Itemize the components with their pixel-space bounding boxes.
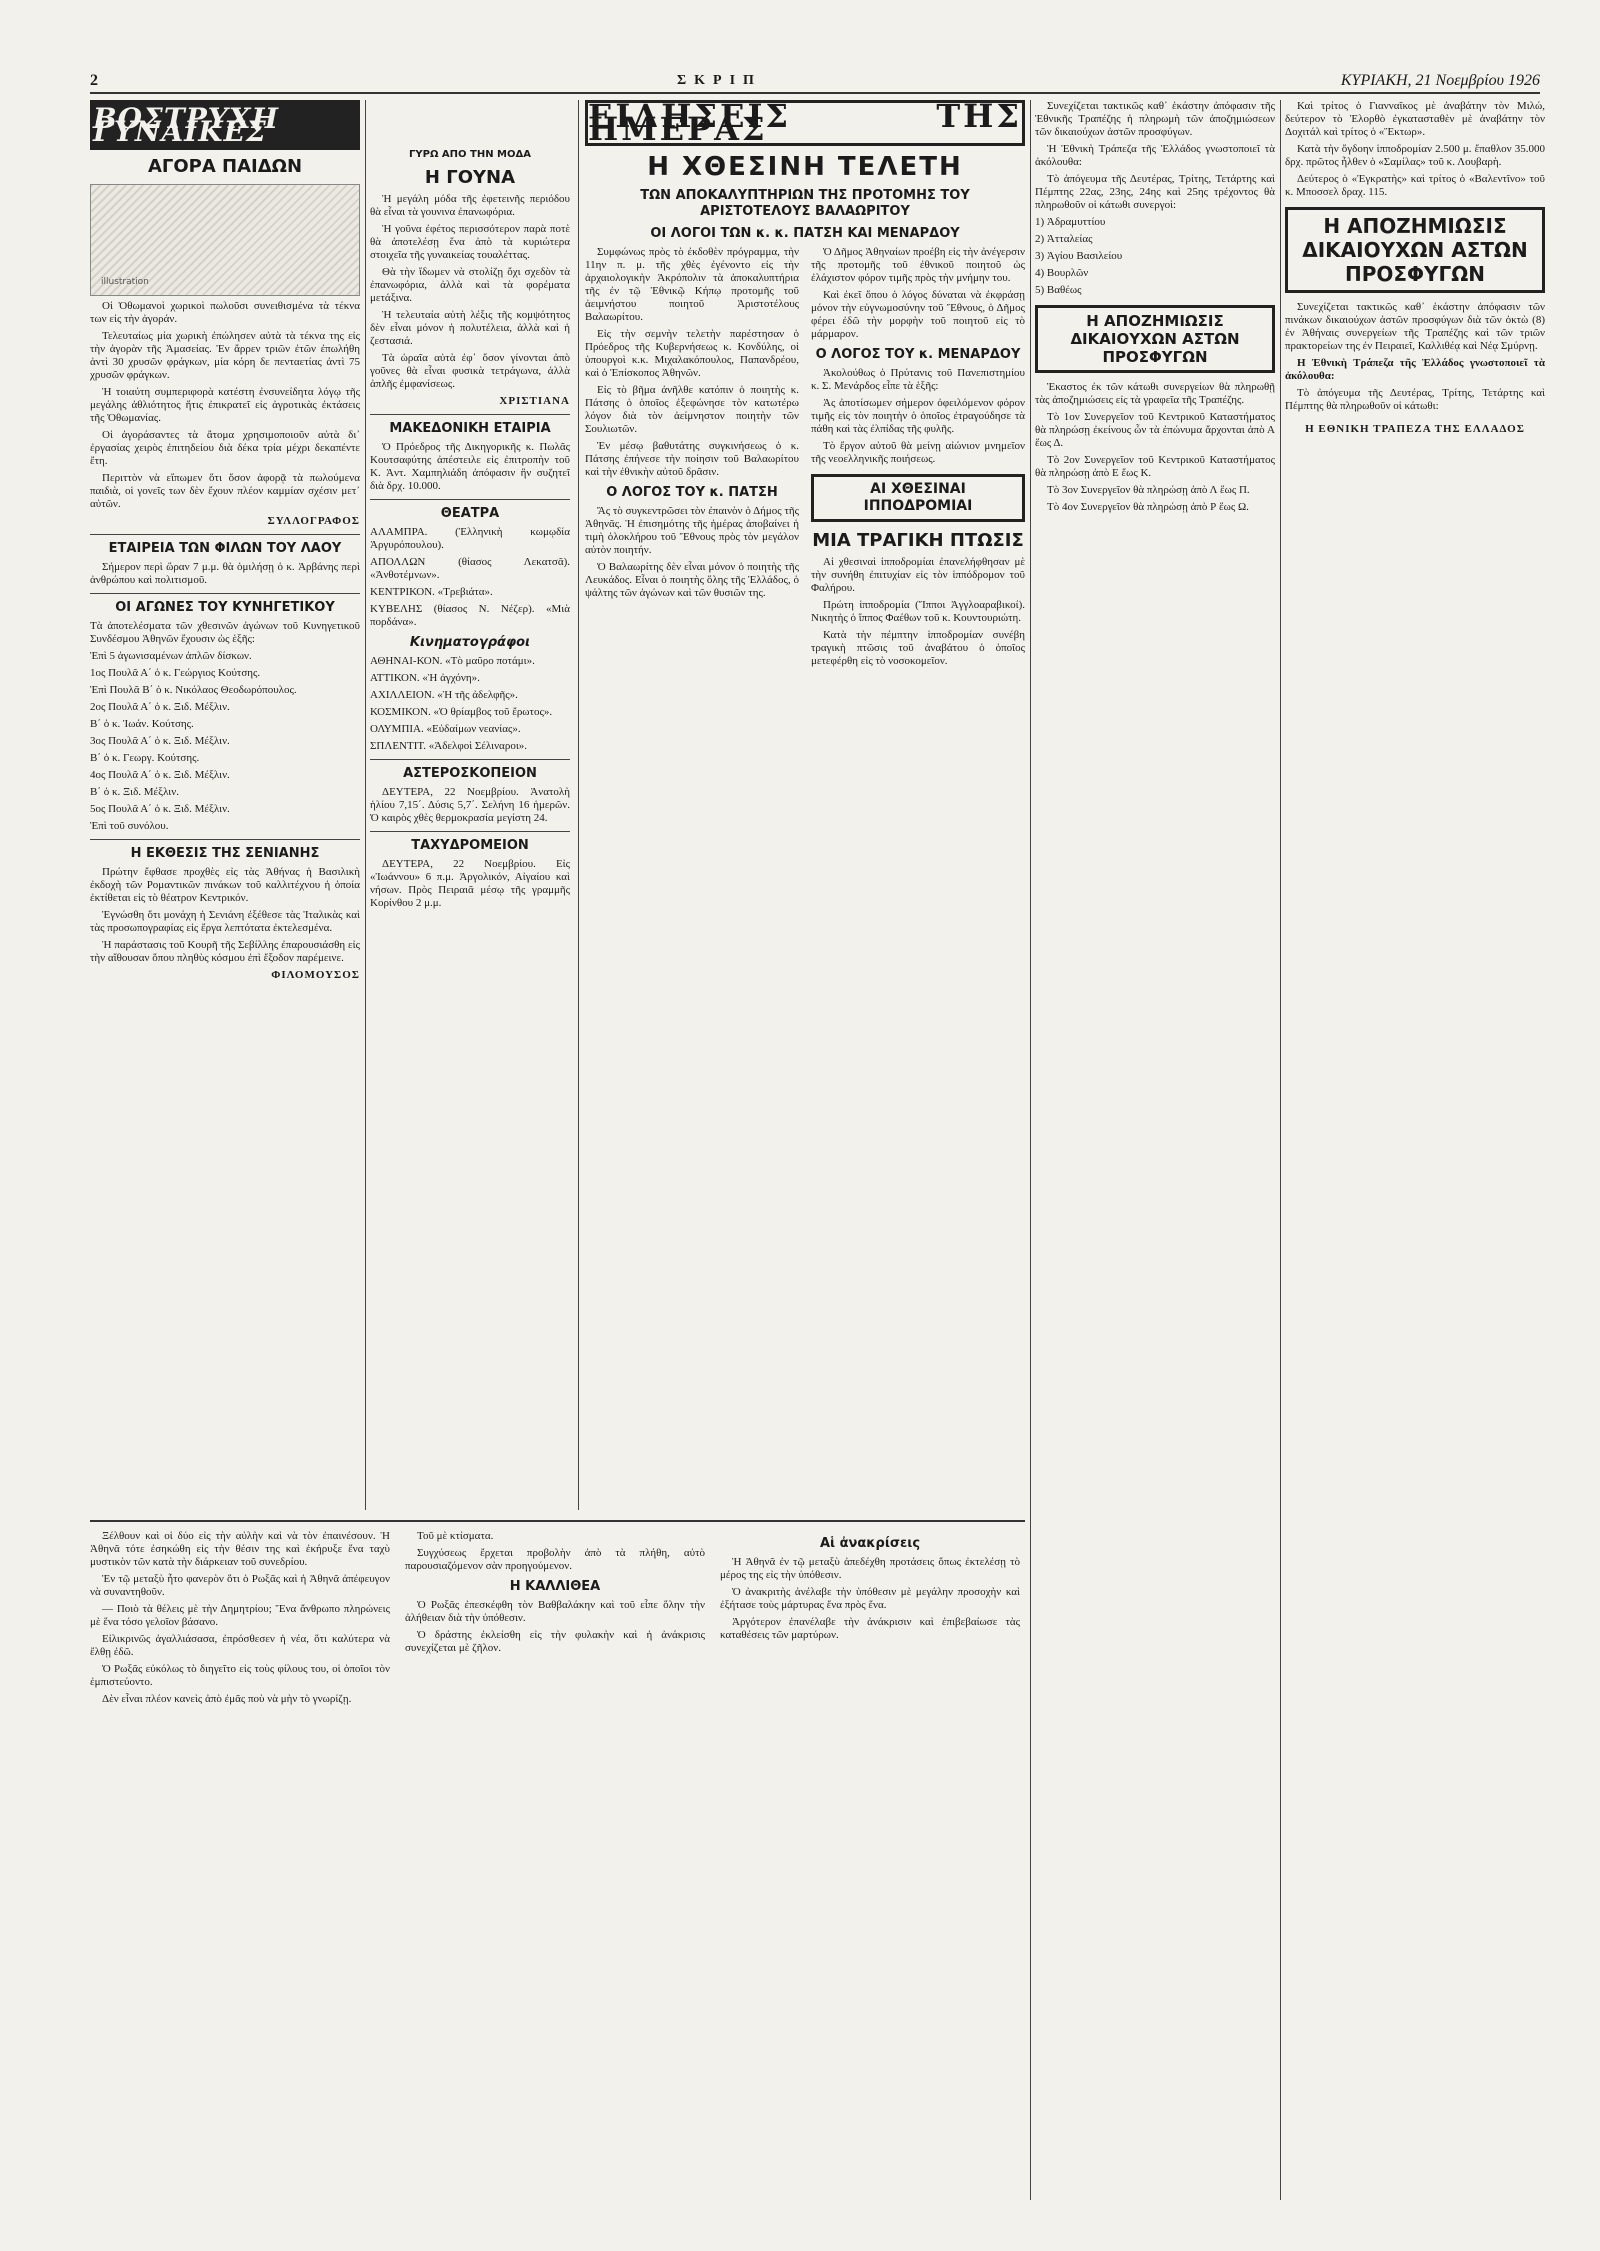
article-subtitle: ΤΩΝ ΑΠΟΚΑΛΥΠΤΗΡΙΩΝ ΤΗΣ ΠΡΟΤΟΜΗΣ ΤΟΥ ΑΡΙΣΤΟΤΕΛΟΥΣ ΒΑΛΑΩΡΙΤΟΥ <box>640 188 970 219</box>
paragraph: Ὁ Ρωξᾶς εὐκόλως τὸ διηγεῖτο εἰς τοὺς φίλους του, οἱ ὁποῖοι τὸν ἐμπιστεύοντο. <box>90 1663 390 1688</box>
list-item: Ἐπὶ τοῦ συνόλου. <box>90 820 169 832</box>
paragraph: Συμφώνως πρὸς τὸ ἐκδοθὲν πρόγραμμα, τὴν 11ην π. μ. τῆς χθὲς ἐγένοντο εἰς τὴν ἀρχαιολογικὴν Ἀκρόπολιν τὰ ἀποκαλυπτήρια τῆς ἐν τῷ Ἐθνικῷ Κήπῳ προτομῆς τοῦ ἀειμνήστου ποιητοῦ Ἀριστοτέλους Βαλαωρίτου. <box>585 246 799 323</box>
paragraph: Πρώτην ἔφθασε προχθὲς εἰς τὰς Ἀθήνας ἡ Βασιλικὴ ἐκδοχὴ τῶν Ρομαντικῶν πινάκων τοῦ καλλιτέχνου ἡ ὁποία ἐκτίθεται εἰς τὸ θέατρον Κεντρικόν. <box>90 866 360 904</box>
subheading: ΕΤΑΙΡΕΙΑ ΤΩΝ ΦΙΛΩΝ ΤΟΥ ΛΑΟΥ <box>108 541 342 556</box>
subheading: Η ΚΑΛΛΙΘΕΑ <box>509 1579 601 1594</box>
column-rule <box>365 100 366 1510</box>
paragraph: Τὸ ἀπόγευμα τῆς Δευτέρας, Τρίτης, Τετάρτης καὶ Πέμπτης θὰ πληρωθοῦν οἱ κάτωθι: <box>1285 387 1545 412</box>
paragraph: Ἡ τελευταία αὐτὴ λέξις τῆς κομψότητος δὲν εἶναι μόνον ἡ πολυτέλεια, ἀλλὰ καὶ ἡ ζεστασιά. <box>370 309 570 347</box>
bottom-column-a <box>90 1530 390 2220</box>
list-item: Ἐπὶ 5 ἀγωνισαμένων ἀπλῶν δίσκων. <box>90 650 252 662</box>
list-item: 5) Βαθέως <box>1035 284 1082 296</box>
kicker: ΓΥΡΩ ΑΠΟ ΤΗΝ ΜΟΔΑ <box>409 149 531 160</box>
divider <box>370 414 570 415</box>
paragraph: Ἡ Ἐθνικὴ Τράπεζα τῆς Ἑλλάδος γνωστοποιεῖ τὰ ἀκόλουθα: <box>1035 143 1275 168</box>
divider <box>90 593 360 594</box>
issue-date: ΚΥΡΙΑΚΗ, 21 Νοεμβρίου 1926 <box>1340 72 1540 89</box>
article-title: Η ΧΘΕΣΙΝΗ ΤΕΛΕΤΗ <box>647 152 963 182</box>
serial-story <box>90 1520 1025 2222</box>
column-rule <box>1280 100 1281 2200</box>
paragraph: Ὁ Πρόεδρος τῆς Δικηγορικῆς κ. Πωλᾶς Κουτσαφύτης ἀπέστειλε εἰς ἐπιτροπὴν τοῦ Κ. Ἀντ. Χαμπηλιάδη ἀπόφασιν ἣν συζητεῖ διὰ δρχ. 10.000. <box>370 441 570 492</box>
list-item: Β΄ ὁ κ. Γεωργ. Κούτσης. <box>90 752 200 764</box>
list-item: 2) Ἀτταλείας <box>1035 233 1093 245</box>
paragraph: Τὸ 2ον Συνεργεῖον τοῦ Κεντρικοῦ Καταστήματος θὰ πληρώσῃ ἀπὸ Ε ἕως Κ. <box>1035 454 1275 479</box>
paragraph: Ὁ ἀνακριτὴς ἀνέλαβε τὴν ὑπόθεσιν μὲ μεγάλην προσοχὴν καὶ ἐξήτασε τοὺς μάρτυρας ἕνα πρὸς ἕνα. <box>720 1586 1020 1611</box>
paragraph: Ἄς τὸ συγκεντρῶσει τὸν ἐπαινὸν ὁ Δήμος τῆς Ἀθηνᾶς. Ἡ ἐπισημότης τῆς ἡμέρας ἀποβαίνει ἡ τιμὴ ὁλοκλήρου τοῦ Ἔθνους πρὸς τὸν μεγάλον αὐτὸν ποιητήν. <box>585 505 799 556</box>
article-title: ΑΓΟΡΑ ΠΑΙΔΩΝ <box>147 156 303 177</box>
paragraph: Συγχύσεως ἔρχεται προβολὴν ἀπὸ τὰ πλήθη, αὐτὸ παρουσιαζόμενον σὰν προηγούμενον. <box>405 1547 705 1572</box>
paragraph: Τὸ ἀπόγευμα τῆς Δευτέρας, Τρίτης, Τετάρτης καὶ Πέμπτης 22ας, 23ης, 24ης καὶ 25ης τρέχοντος θὰ πληρωθοῦν οἱ κάτωθι συνεργοὶ: <box>1035 173 1275 211</box>
paragraph: Κατὰ τὴν πέμπτην ἱπποδρομίαν συνέβη τραγικὴ πτῶσις τοῦ ἀναβάτου ὁ ὁποῖος μετεφέρθη εἰς τὸ νοσοκομεῖον. <box>811 629 1025 667</box>
page-header <box>90 70 1540 94</box>
subheading: Ο ΛΟΓΟΣ ΤΟΥ κ. ΠΑΤΣΗ <box>606 485 778 500</box>
list-item: Ἐπὶ Πουλᾶ Β΄ ὁ κ. Νικόλαος Θεοδωρόπουλος. <box>90 684 297 696</box>
paragraph: Ἀς ἀποτίσωμεν σήμερον ὀφειλόμενον φόρον τιμῆς εἰς τὸν ποιητὴν ὁ ὁποῖος ἐτραγούδησε τὰ πάθη καὶ τὰς ἐλπίδας τῆς φυλῆς. <box>811 397 1025 435</box>
signature: ΧΡΙΣΤΙΑΝΑ <box>499 395 570 407</box>
paragraph: — Ποιὸ τὰ θέλεις μὲ τὴν Δημητρίου; Ἕνα ἄνθρωπο πληρώνεις μὲ ἕνα τόσο γελοῖον βάσανο. <box>90 1603 390 1628</box>
section-masthead: ΒΟΣΤΡΥΧΗ ΓΥΝΑΙΚΕΣ <box>90 100 360 150</box>
column-rule <box>1030 100 1031 2200</box>
list-item: 4ος Πουλᾶ Α΄ ὁ κ. Ξιδ. Μέξλιν. <box>90 769 230 781</box>
paragraph: Ἐν μέσῳ βαθυτάτης συγκινήσεως ὁ κ. Πάτσης ἐπήνεσε τὴν ποίησιν τοῦ Βαλαωρίτου καὶ τὴν ἐθνικὴν αὐτοῦ δρᾶσιν. <box>585 440 799 478</box>
subheading: Αἱ ἀνακρίσεις <box>819 1536 921 1551</box>
paragraph: Ἀκολούθως ὁ Πρύτανις τοῦ Πανεπιστημίου κ. Σ. Μενάρδος εἶπε τὰ ἑξῆς: <box>811 367 1025 392</box>
divider <box>370 831 570 832</box>
signature: ΦΙΛΟΜΟΥΣΟΣ <box>271 969 360 981</box>
section-masthead: ΕΙΔΗΣΕΙΣ ΤΗΣ ΗΜΕΡΑΣ <box>585 100 1025 146</box>
paragraph: Τὸ ἔργον αὐτοῦ θὰ μείνῃ αἰώνιον μνημεῖον τῆς νεοελληνικῆς ποιήσεως. <box>811 440 1025 465</box>
list-item: 4) Βουρλῶν <box>1035 267 1089 279</box>
paragraph: Τὰ ὡραῖα αὐτὰ ἐφ᾽ ὅσον γίνονται ἀπὸ γοῦνες θὰ εἶναι φυσικὰ τετράγωνα, ἀλλὰ ἀπλῆς ἐμφανίσεως. <box>370 352 570 390</box>
list-item: ΑΛΑΜΠΡΑ. (Ἑλληνικὴ κωμῳδία Ἀργυρόπουλου). <box>370 526 570 551</box>
paragraph: Τὸ 1ον Συνεργεῖον τοῦ Κεντρικοῦ Καταστήματος θὰ πληρώσῃ ἐκείνους ὧν τὰ ἐπώνυμα ἄρχονται ἀπὸ Α ἕως Δ. <box>1035 411 1275 449</box>
list-item: 2ος Πουλᾶ Α΄ ὁ κ. Ξιδ. Μέξλιν. <box>90 701 230 713</box>
list-item: ΑΠΟΛΛΩΝ (θίασος Λεκατσᾶ). «Ἀνθοτέμνων». <box>370 556 570 581</box>
divider <box>370 499 570 500</box>
boxed-headline: Η ΑΠΟΖΗΜΙΩΣΙΣ ΔΙΚΑΙΟΥΧΩΝ ΑΣΤΩΝ ΠΡΟΣΦΥΓΩΝ <box>1285 207 1545 293</box>
subheading: ΑΣΤΕΡΟΣΚΟΠΕΙΟΝ <box>403 766 537 781</box>
paper-name: ΣΚΡΙΠ <box>676 73 762 88</box>
subheading: ΜΑΚΕΔΟΝΙΚΗ ΕΤΑΙΡΙΑ <box>389 421 551 436</box>
list-item: ΟΛΥΜΠΙΑ. «Εὐδαίμων νεανίας». <box>370 723 521 735</box>
paragraph: Τὸ 4ον Συνεργεῖον θὰ πληρώσῃ ἀπὸ Ρ ἕως Ω. <box>1047 501 1249 513</box>
paragraph: Η Ἐθνικὴ Τράπεζα τῆς Ἑλλάδος γνωστοποιεῖ τὰ ἀκόλουθα: <box>1285 357 1545 382</box>
article-subtitle-2: ΟΙ ΛΟΓΟΙ ΤΩΝ κ. κ. ΠΑΤΣΗ ΚΑΙ ΜΕΝΑΡΔΟΥ <box>650 226 960 241</box>
subheading: Ο ΛΟΓΟΣ ΤΟΥ κ. ΜΕΝΑΡΔΟΥ <box>815 347 1021 362</box>
article-title: Η ΓΟΥΝΑ <box>424 167 516 188</box>
paragraph: ΔΕΥΤΕΡΑ, 22 Νοεμβρίου. Ἀνατολὴ ἡλίου 7,15΄. Δύσις 5,7΄. Σελήνη 16 ἡμερῶν. Ὁ καιρὸς χθὲς θερμοκρασία μεγίστη 24. <box>370 786 570 824</box>
boxed-headline: Η ΑΠΟΖΗΜΙΩΣΙΣ ΔΙΚΑΙΟΥΧΩΝ ΑΣΤΩΝ ΠΡΟΣΦΥΓΩΝ <box>1035 305 1275 373</box>
page-number: 2 <box>90 72 98 89</box>
paragraph: Πρώτη ἱπποδρομία (Ἵπποι Ἀγγλοαραβικοί). Νικητὴς ὁ ἵππος Φαέθων τοῦ κ. Κουντουριώτη. <box>811 599 1025 624</box>
article-illustration <box>90 184 360 296</box>
paragraph: Εἰλικρινῶς ἀγαλλιάσασα, ἐπρόσθεσεν ἡ νέα, ὅτι καλύτερα νὰ ἔλθῃ ἐδῶ. <box>90 1633 390 1658</box>
body-left <box>585 246 799 672</box>
paragraph: ΔΕΥΤΕΡΑ, 22 Νοεμβρίου. Εἰς «Ἰωάννου» 6 π.μ. Ἀργολικόν, Αἰγαίου καὶ νήσων. Πρὸς Πειραιᾶ μέσῳ τῆς γραμμῆς Κορίνθου 2 μ.μ. <box>370 858 570 909</box>
subheading: Η ΕΚΘΕΣΙΣ ΤΗΣ ΣΕΝΙΑΝΗΣ <box>130 846 320 861</box>
paragraph: Ἡ τοιαύτη συμπεριφορὰ κατέστη ἐνσυνείδητα λόγῳ τῆς μεγάλης ἀθλιότητος ἥτις ἐπικρατεῖ εἰς ἀγροτικὰς ἐκτάσεις τῆς Ὀθωμανίας. <box>90 386 360 424</box>
paragraph: Περιττὸν νὰ εἴπωμεν ὅτι ὅσον ἀφορᾷ τὰ πωλούμενα παιδιὰ, οἱ γονεῖς των δὲν ἔχουν πλέον καμμίαν σχέσιν μετ᾽ αὐτῶν. <box>90 472 360 510</box>
column-rule <box>578 100 579 1510</box>
results-list <box>90 620 360 833</box>
paragraph: Ἑκαστος ἐκ τῶν κάτωθι συνεργείων θὰ πληρωθῇ τὰς ἀποζημιώσεις εἰς τὰ γραφεῖα τῆς Τραπέζης. <box>1035 381 1275 406</box>
paragraph: Ὁ Ρωξᾶς ἐπεσκέφθη τὸν Βαθβαλάκην καὶ τοῦ εἶπε ὅλην τὴν ἀλήθειαν διὰ τὴν ὑπόθεσιν. <box>405 1599 705 1624</box>
illustration-caption: illustration <box>101 277 149 287</box>
paragraph: Κατὰ τὴν ὄγδοην ἱπποδρομίαν 2.500 μ. ἔπαθλον 35.000 δρχ. πρῶτος ἦλθεν ὁ «Σαμίλας» τοῦ κ. Λουβαρὴ. <box>1285 143 1545 168</box>
list <box>1035 216 1275 297</box>
paragraph: Ἡ Ἀθηνᾶ ἐν τῷ μεταξὺ ἀπεδέχθη προτάσεις ὅπως ἐκτελέσῃ τὸ μέρος της εἰς τὴν ὑπόθεσιν. <box>720 1556 1020 1581</box>
paragraph: Εἰς τὴν σεμνὴν τελετὴν παρέστησαν ὁ Πρόεδρος τῆς Κυβερνήσεως κ. Κονδύλης, οἱ ὑπουργοὶ κ.κ. Μιχαλακόπουλος, Παπανδρέου, καὶ ὁ Ἐπίσκοπος Ἀθηνῶν. <box>585 328 799 379</box>
column-2 <box>370 100 570 1510</box>
paragraph: Οἱ ἀγοράσαντες τὰ ἄτομα χρησιμοποιοῦν αὐτὰ δι᾽ ἐργασίας χειρὸς ἐπιτηδείου διὰ δέκα τρία μέχρι δεκαπέντε ἔτη. <box>90 429 360 467</box>
subheading: ΘΕΑΤΡΑ <box>440 506 500 521</box>
list-item: 1ος Πουλᾶ Α΄ ὁ κ. Γεώργιος Κούτσης. <box>90 667 261 679</box>
list-item: 3) Ἁγίου Βασιλείου <box>1035 250 1123 262</box>
list-item: Β΄ ὁ κ. Ξιδ. Μέξλιν. <box>90 786 179 798</box>
bottom-column-b <box>405 1530 705 2220</box>
subheading: Κινηματογράφοι <box>409 635 531 650</box>
paragraph: Ξέλθουν καὶ οἱ δύο εἰς τὴν αὐλὴν καὶ νὰ τὸν ἐπαινέσουν. Ἡ Ἀθηνᾶ τότε ἐσηκώθη εἰς τὴν θέσιν της καὶ ἐκήρυξε ἕνα ταχὺ μυστικὸν τῶν κατὰ τὴν διάρκειαν τοῦ συνεδρίου. <box>90 1530 390 1568</box>
paragraph: Ἡ γοῦνα ἐφέτος περισσότερον παρὰ ποτὲ θὰ ἀποτελέσῃ ἕνα ἀπὸ τὰ κυριώτερα στοιχεῖα τῆς γυναικείας τουαλέττας. <box>370 223 570 261</box>
two-column-body <box>585 246 1025 672</box>
divider <box>90 839 360 840</box>
list-item: ΣΠΛΕΝΤΙΤ. «Ἀδελφοὶ Σέλιναροι». <box>370 740 528 752</box>
list-item: ΚΕΝΤΡΙΚΟΝ. «Τρεβιάτα». <box>370 586 493 598</box>
subheading: ΤΑΧΥΔΡΟΜΕΙΟΝ <box>411 838 529 853</box>
paragraph: Ὁ Βαλαωρίτης δὲν εἶναι μόνον ὁ ποιητὴς τῆς Λευκάδος. Εἶναι ὁ ποιητὴς ὅλης τῆς Ἑλλάδος, ὁ ψάλτης τῶν ἀγώνων καὶ τῶν θυσιῶν της. <box>585 561 799 599</box>
paragraph: Θὰ τὴν ἴδωμεν νὰ στολίζῃ ὄχι σχεδὸν τὰ ἐπανωφόρια, ἀλλὰ καὶ τὰ φορέματα μετάξινα. <box>370 266 570 304</box>
list-item: Τὰ ἀποτελέσματα τῶν χθεσινῶν ἀγώνων τοῦ Κυνηγετικοῦ Συνδέσμου Ἀθηνῶν ἔχουσιν ὡς ἑξῆς: <box>90 620 360 645</box>
list-item: 3ος Πουλᾶ Α΄ ὁ κ. Ξιδ. Μέξλιν. <box>90 735 230 747</box>
divider <box>370 759 570 760</box>
paragraph: Αἱ χθεσιναὶ ἱπποδρομίαι ἐπανελήφθησαν μὲ τὴν συνήθη ἐπιτυχίαν εἰς τὸν ἱππόδρομον τοῦ Φαλήρου. <box>811 556 1025 594</box>
body-right <box>811 246 1025 672</box>
subheading: ΜΙΑ ΤΡΑΓΙΚΗ ΠΤΩΣΙΣ <box>812 530 1024 551</box>
paragraph: Καὶ τρίτος ὁ Γιανναῖκος μὲ ἀναβάτην τὸν Μιλώ, δεύτερον τὸ Ἐλορθὸ ἐγκατασταθὲν μὲ ἀναβάτην τὸν Δοχιτάλ καὶ τρίτος ὁ «Ἕκτωρ». <box>1285 100 1545 138</box>
list-item: 1) Ἀδραμυττίου <box>1035 216 1106 228</box>
bottom-column-c <box>720 1530 1020 2220</box>
list-item: ΑΘΗΝΑΙ-ΚΟΝ. «Τὸ μαῦρο ποτάμι». <box>370 655 535 667</box>
list-item: ΚΥΒΕΛΗΣ (θίασος Ν. Νέζερ). «Μιὰ πορδάνα». <box>370 603 570 628</box>
list-item: ΑΤΤΙΚΟΝ. «Ἡ ἀγχόνη». <box>370 672 480 684</box>
subheading: ΟΙ ΑΓΩΝΕΣ ΤΟΥ ΚΥΝΗΓΕΤΙΚΟΥ <box>115 600 335 615</box>
paragraph: Δὲν εἶναι πλέον κανεὶς ἀπὸ ἐμᾶς ποὺ νὰ μὴν τὸ γνωρίζῃ. <box>102 1693 352 1705</box>
paragraph: Οἱ Ὀθωμανοὶ χωρικοὶ πωλοῦσι συνειθισμένα τὰ τέκνα των εἰς τὴν ἀγοράν. <box>90 300 360 325</box>
paragraph: Τοῦ μὲ κτίσματα. <box>417 1530 494 1542</box>
paragraph: Εἰς τὸ βῆμα ἀνῆλθε κατόπιν ὁ ποιητὴς κ. Πάτσης ὁ ὁποῖος ἐξεφώνησε τὸν κατωτέρω λόγον διὰ τὸν ἀείμνηστον ποιητὴν τῶν Σουλιωτῶν. <box>585 384 799 435</box>
column-4 <box>1035 100 1275 2200</box>
paragraph: Δεύτερος ὁ «Ἐγκρατὴς» καὶ τρίτος ὁ «Βαλεντῖνο» τοῦ κ. Μποσσελ δραχ. 115. <box>1285 173 1545 198</box>
paragraph: Ὁ Δῆμος Ἀθηναίων προέβη εἰς τὴν ἀνέγερσιν τῆς προτομῆς τοῦ ἐθνικοῦ ποιητοῦ ὡς ἐλάχιστον φόρον τιμῆς πρὸς τὴν μνήμην του. <box>811 246 1025 284</box>
paragraph: Καὶ ἐκεῖ ὅπου ὁ λόγος δύναται νὰ ἐκφράσῃ μόνον τὴν εὐγνωμοσύνην τοῦ Ἔθνους, ὁ Δῆμος φέρει ἐδῶ τὴν μορφὴν τοῦ ποιητοῦ εἰς τὸ μάρμαρον. <box>811 289 1025 340</box>
paragraph: Ἐγνώσθη ὅτι μονάχη ἡ Σενιάνη ἐξέθεσε τὰς Ἰταλικὰς καὶ τὰς προσωπογραφίας εἰς ἔργα λεπτότατα ἐκτελεσμένα. <box>90 909 360 934</box>
boxed-headline: ΑΙ ΧΘΕΣΙΝΑΙ ΙΠΠΟΔΡΟΜΙΑΙ <box>811 474 1025 522</box>
paragraph: Σήμερον περὶ ὥραν 7 μ.μ. θὰ ὁμιλήσῃ ὁ κ. Ἀρβάνης περὶ ἀνθρώπου καὶ πολιτισμοῦ. <box>90 561 360 586</box>
list-item: Β΄ ὁ κ. Ἰωάν. Κούτσης. <box>90 718 194 730</box>
closing-signature: Η ΕΘΝΙΚΗ ΤΡΑΠΕΖΑ ΤΗΣ ΕΛΛΑΔΟΣ <box>1305 423 1525 435</box>
column-1 <box>90 100 360 1510</box>
column-5 <box>1285 100 1545 2200</box>
theatre-list <box>370 526 570 629</box>
paragraph: Ἡ μεγάλη μόδα τῆς ἐφετεινῆς περιόδου θὰ εἶναι τὰ γουνινα ἐπανωφόρια. <box>370 193 570 218</box>
list-item: 5ος Πουλᾶ Α΄ ὁ κ. Ξιδ. Μέξλιν. <box>90 803 230 815</box>
paragraph: Τελευταίως μία χωρικὴ ἐπώλησεν αὐτὰ τὰ τέκνα της εἰς τὴν ἀγορὰν τῆς Ἀμασείας. Ἐν ἄρρεν τριῶν ἐτῶν ἐπωλήθη ἀντὶ 30 χρυσῶν φράγκων, μία κόρη δε πενταετίας ἀντὶ 75 χρυσῶν φράγκων. <box>90 330 360 381</box>
column-3 <box>585 100 1025 1510</box>
paragraph: Ἀργότερον ἐπανέλαβε τὴν ἀνάκρισιν καὶ ἐπιβεβαίωσε τὰς καταθέσεις τῶν μαρτύρων. <box>720 1616 1020 1641</box>
paragraph: Ἐν τῷ μεταξὺ ἦτο φανερὸν ὅτι ὁ Ρωξᾶς καὶ ἡ Ἀθηνᾶ ἀπέφευγον νὰ συναντηθοῦν. <box>90 1573 390 1598</box>
paragraph: Συνεχίζεται τακτικῶς καθ᾽ ἑκάστην ἀπόφασιν τῶν πινάκων δικαιούχων ἀστῶν προσφύγων διὰ τῶν ὀκτὼ (8) ἐν Ἀθήναις συνεργείων τῆς Τραπέζης καὶ τῶν τριῶν πρακτορείων της ἐν Πειραιεῖ, Καλλιθέᾳ καὶ Νέᾳ Σμύρνῃ. <box>1285 301 1545 352</box>
divider <box>90 534 360 535</box>
paragraph: Τὸ 3ον Συνεργεῖον θὰ πληρώσῃ ἀπὸ Λ ἕως Π. <box>1047 484 1250 496</box>
paragraph: Ὁ δράστης ἐκλείσθη εἰς τὴν φυλακὴν καὶ ἡ ἀνάκρισις συνεχίζεται μὲ ζῆλον. <box>405 1629 705 1654</box>
cinema-list <box>370 655 570 753</box>
signature: ΣΥΛΛΟΓΡΑΦΟΣ <box>267 515 360 527</box>
list-item: ΚΟΣΜΙΚΟΝ. «Ὁ θρίαμβος τοῦ ἔρωτος». <box>370 706 553 718</box>
paragraph: Συνεχίζεται τακτικῶς καθ᾽ ἑκάστην ἀπόφασιν τῆς Ἐθνικῆς Τραπέζης ἡ πληρωμὴ τῶν ἀποζημιώσεων τῶν δικαιούχων ἀστῶν προσφύγων. <box>1035 100 1275 138</box>
list-item: ΑΧΙΛΛΕΙΟΝ. «Ἡ τῆς ἀδελφῆς». <box>370 689 518 701</box>
paragraph: Ἡ παράστασις τοῦ Κουρῆ τῆς Σεβίλλης ἐπαρουσιάσθη εἰς τὴν αἴθουσαν ὅπου πληθὺς κόσμου ἐπὶ ἔξοδον παρέμεινε. <box>90 939 360 964</box>
